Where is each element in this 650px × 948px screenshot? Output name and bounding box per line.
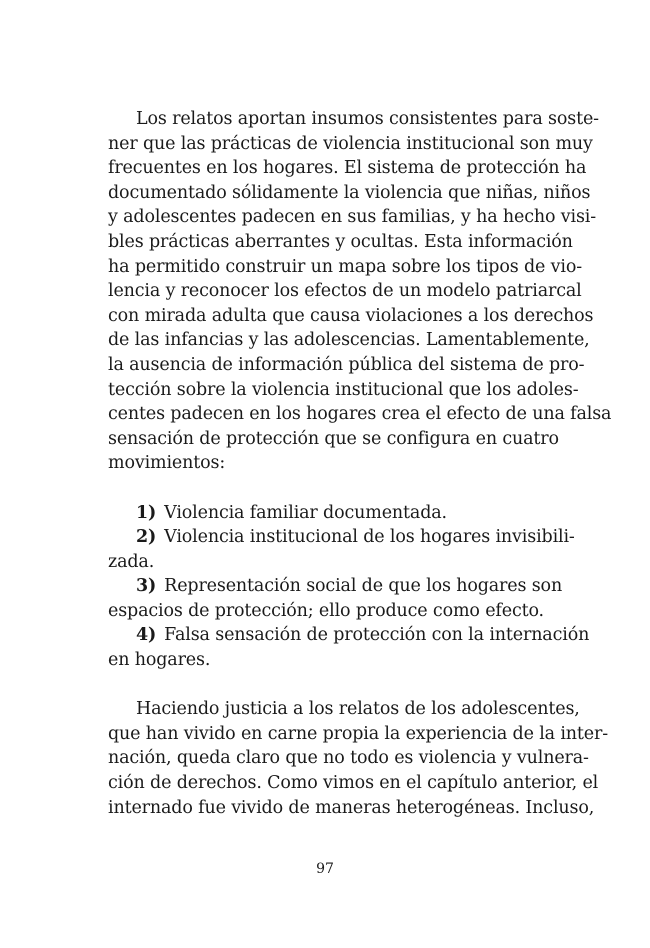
text-line: Los relatos aportan insumos consistentes para soste- (136, 109, 599, 129)
paragraph-spacer (108, 673, 553, 698)
list-item (108, 623, 590, 672)
text-line: centes padecen en los hogares crea el efecto de una falsa (108, 404, 612, 425)
list-number: 2) (136, 527, 157, 548)
text-line: zada. (108, 551, 155, 572)
paragraph-intro (108, 107, 612, 476)
text-line: y adolescentes padecen en sus familias, y ha hecho visi- (108, 207, 597, 228)
text-line: movimientos: (108, 453, 226, 474)
text-line: sensación de protección que se configura en cuatro (108, 428, 559, 449)
list-number: 3) (136, 576, 157, 597)
list-item-text: Violencia familiar documentada. (164, 502, 447, 523)
body-text (108, 107, 612, 820)
text-line (108, 574, 563, 599)
text-line: frecuentes en los hogares. El sistema de protección ha (108, 158, 587, 179)
text-line: ner que las prácticas de violencia institucional son muy (108, 133, 593, 154)
text-line: Haciendo justicia a los relatos de los adolescentes, (136, 699, 580, 720)
list-number: 1) (136, 502, 157, 523)
text-line: internado fue vivido de maneras heterogéneas. Incluso, (108, 797, 595, 818)
text-line: en hogares. (108, 650, 211, 671)
list-item (108, 501, 553, 526)
text-line: de las infancias y las adolescencias. Lamentablemente, (108, 330, 590, 351)
text-line: documentado sólidamente la violencia que niñas, niños (108, 182, 591, 203)
text-line: nación, queda claro que no todo es violencia y vulnera- (108, 748, 589, 769)
list-item-text: Falsa sensación de protección con la internación (164, 625, 590, 646)
text-line: con mirada adulta que causa violaciones a los derechos (108, 305, 594, 326)
text-line: que han vivido en carne propia la experiencia de la inter- (108, 723, 608, 744)
text-line: tección sobre la violencia institucional que los adoles- (108, 379, 579, 400)
list-item-text: Violencia institucional de los hogares invisibili- (164, 527, 575, 548)
list-item (108, 525, 575, 574)
text-line: ha permitido construir un mapa sobre los tipos de vio- (108, 256, 582, 277)
list-number: 4) (136, 625, 157, 646)
numbered-list (108, 501, 590, 673)
list-item-text: Representación social de que los hogares son (164, 576, 563, 597)
list-item (108, 574, 563, 623)
text-line: la ausencia de información pública del sistema de pro- (108, 354, 585, 375)
paragraph-closing (108, 697, 608, 820)
text-line: ción de derechos. Como vimos en el capítulo anterior, el (108, 773, 599, 794)
text-line: lencia y reconocer los efectos de un modelo patriarcal (108, 281, 582, 302)
page-number: 97 (316, 861, 334, 877)
text-line (108, 525, 575, 550)
text-line (108, 623, 590, 648)
text-line: espacios de protección; ello produce como efecto. (108, 600, 544, 621)
paragraph-spacer (108, 476, 553, 501)
text-line: bles prácticas aberrantes y ocultas. Esta información (108, 231, 573, 252)
text-line (108, 501, 553, 526)
